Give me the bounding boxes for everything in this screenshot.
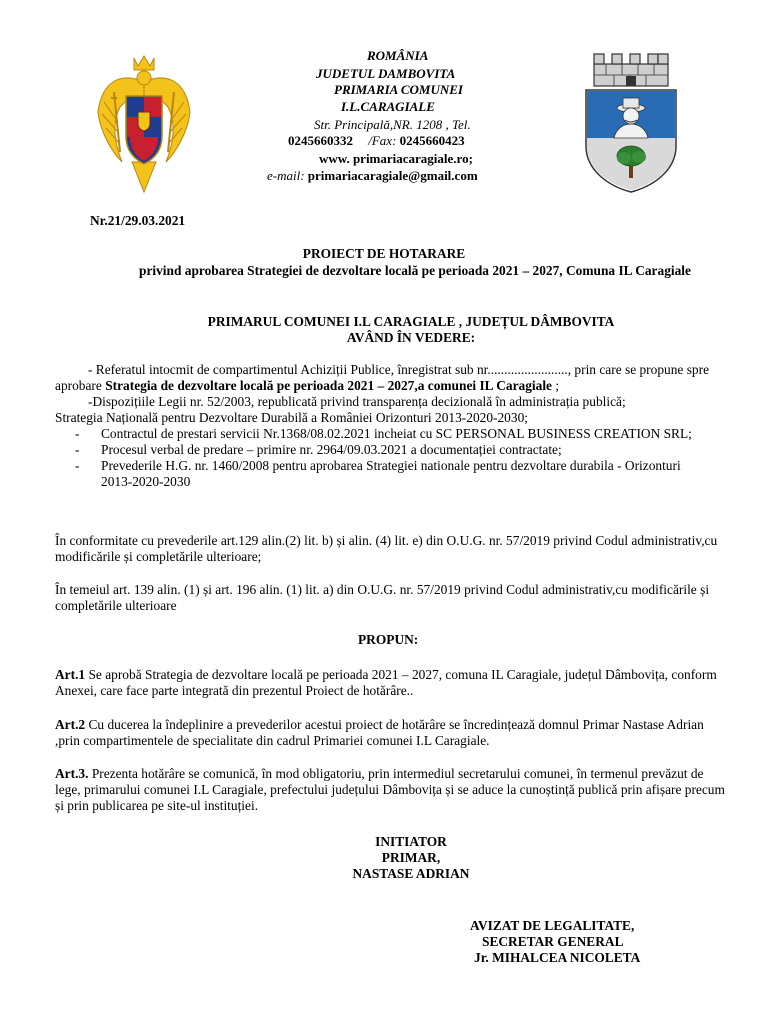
document-title: PROIECT DE HOTARARE (302, 246, 466, 261)
referral-end: ; (552, 378, 560, 393)
initiator-block (311, 834, 511, 882)
header-email-label: e-mail: (267, 168, 305, 183)
document-subtitle: privind aprobarea Strategiei de dezvoltare locală pe perioada 2021 – 2027, Comuna IL Caragiale (139, 263, 691, 278)
considering-heading: AVÂND ÎN VEDERE: (346, 330, 476, 345)
referral-text: - Referatul intocmit de compartimentul Achiziții Publice, înregistrat sub nr........................, prin care se propune spre aprobare (55, 362, 710, 393)
document-number: Nr.21/29.03.2021 (90, 213, 186, 228)
article-text: Cu ducerea la îndeplinire a prevederilor acestui proiect de hotărâre se încredințează domnul Primar Nastase Adrian ,prin compartimentele de specialitate din cadrul Primariei comunei I.L Caragiale. (55, 717, 704, 748)
legality-label: AVIZAT DE LEGALITATE, (470, 918, 635, 933)
header-phone-line (288, 132, 465, 150)
article-text: Prezenta hotărâre se comunică, în mod obligatoriu, prin intermediul secretarului comunei, în termenul prevăzut de lege, primarului comunei I.L Caragiale, prefectului județului Dâmbovița și se aduce la cunoștință publică prin afișare precum și prin publicarea pe site-ul instituției. (55, 766, 725, 813)
header-townhall: PRIMARIA COMUNEI (334, 82, 463, 97)
header-website: www. primariacaragiale.ro; (319, 151, 473, 166)
referral-strategy: Strategia de dezvoltare locală pe perioada 2021 – 2027,a comunei IL Caragiale (105, 378, 552, 393)
article-1 (55, 667, 723, 699)
header-phone: 0245660332 (288, 133, 353, 148)
list-item: - Prevederile H.G. nr. 1460/2008 pentru aprobarea Strategiei nationale pentru dezvoltare durabila - Orizonturi 2013-2020-2030 (55, 458, 715, 490)
conformity-paragraph: În conformitate cu prevederile art.129 alin.(2) lit. b) și alin. (4) lit. e) din O.U.G. nr. 57/2019 privind Codul administrativ,cu modificările și completările ulterioare; (55, 533, 718, 564)
initiator-label: INITIATOR (375, 834, 447, 849)
article-3 (55, 766, 727, 814)
initiator-name: NASTASE ADRIAN (352, 866, 470, 881)
header-commune: I.L.CARAGIALE (341, 99, 435, 114)
legality-block (470, 918, 640, 966)
mayor-heading: PRIMARUL COMUNEI I.L CARAGIALE , JUDEȚUL DÂMBOVITA (207, 314, 615, 329)
article-label: Art.2 (55, 717, 86, 732)
strategy-line: Strategia Națională pentru Dezvoltare Durabilă a României Orizonturi 2013-2020-2030; (55, 410, 528, 425)
article-label: Art.3. (55, 766, 89, 781)
article-label: Art.1 (55, 667, 86, 682)
initiator-role: PRIMAR, (381, 850, 441, 865)
article-2 (55, 717, 723, 749)
legality-role: SECRETAR GENERAL (482, 934, 624, 949)
list-item: - Contractul de prestari servicii Nr.1368/08.02.2021 incheiat cu SC PERSONAL BUSINESS CREATION SRL; (55, 426, 715, 442)
propose-heading: PROPUN: (358, 632, 419, 647)
basis-paragraph: În temeiul art. 139 alin. (1) și art. 196 alin. (1) lit. a) din O.U.G. nr. 57/2019 privind Codul administrativ,cu modificările și completările ulterioare (55, 582, 710, 613)
legality-name: Jr. MIHALCEA NICOLETA (474, 950, 641, 965)
header-address: Str. Principală,NR. 1208 , Tel. (314, 117, 471, 132)
header-fax-label: /Fax: (368, 133, 397, 148)
header-email: primariacaragiale@gmail.com (307, 168, 478, 183)
considering-section (55, 362, 715, 490)
list-item: - Procesul verbal de predare – primire nr. 2964/09.03.2021 a documentației contractate; (55, 442, 715, 458)
referral-paragraph (55, 362, 715, 394)
commune-coat-of-arms (582, 50, 680, 194)
article-text: Se aprobă Strategia de dezvoltare locală pe perioada 2021 – 2027, comuna IL Caragiale, județul Dâmbovița, conform Anexei, care face parte integrată din prezentul Proiect de hotărâre.. (55, 667, 717, 698)
header-email-line (267, 167, 478, 185)
header-county: JUDETUL DAMBOVITA (316, 66, 456, 81)
header-country: ROMÂNIA (367, 48, 429, 63)
law-line: -Dispozițiile Legii nr. 52/2003, republicată privind transparența decizională în administrația publică; (88, 394, 626, 409)
romania-coat-of-arms (92, 52, 196, 200)
considerations-list (55, 426, 715, 490)
header-fax: 0245660423 (399, 133, 465, 148)
